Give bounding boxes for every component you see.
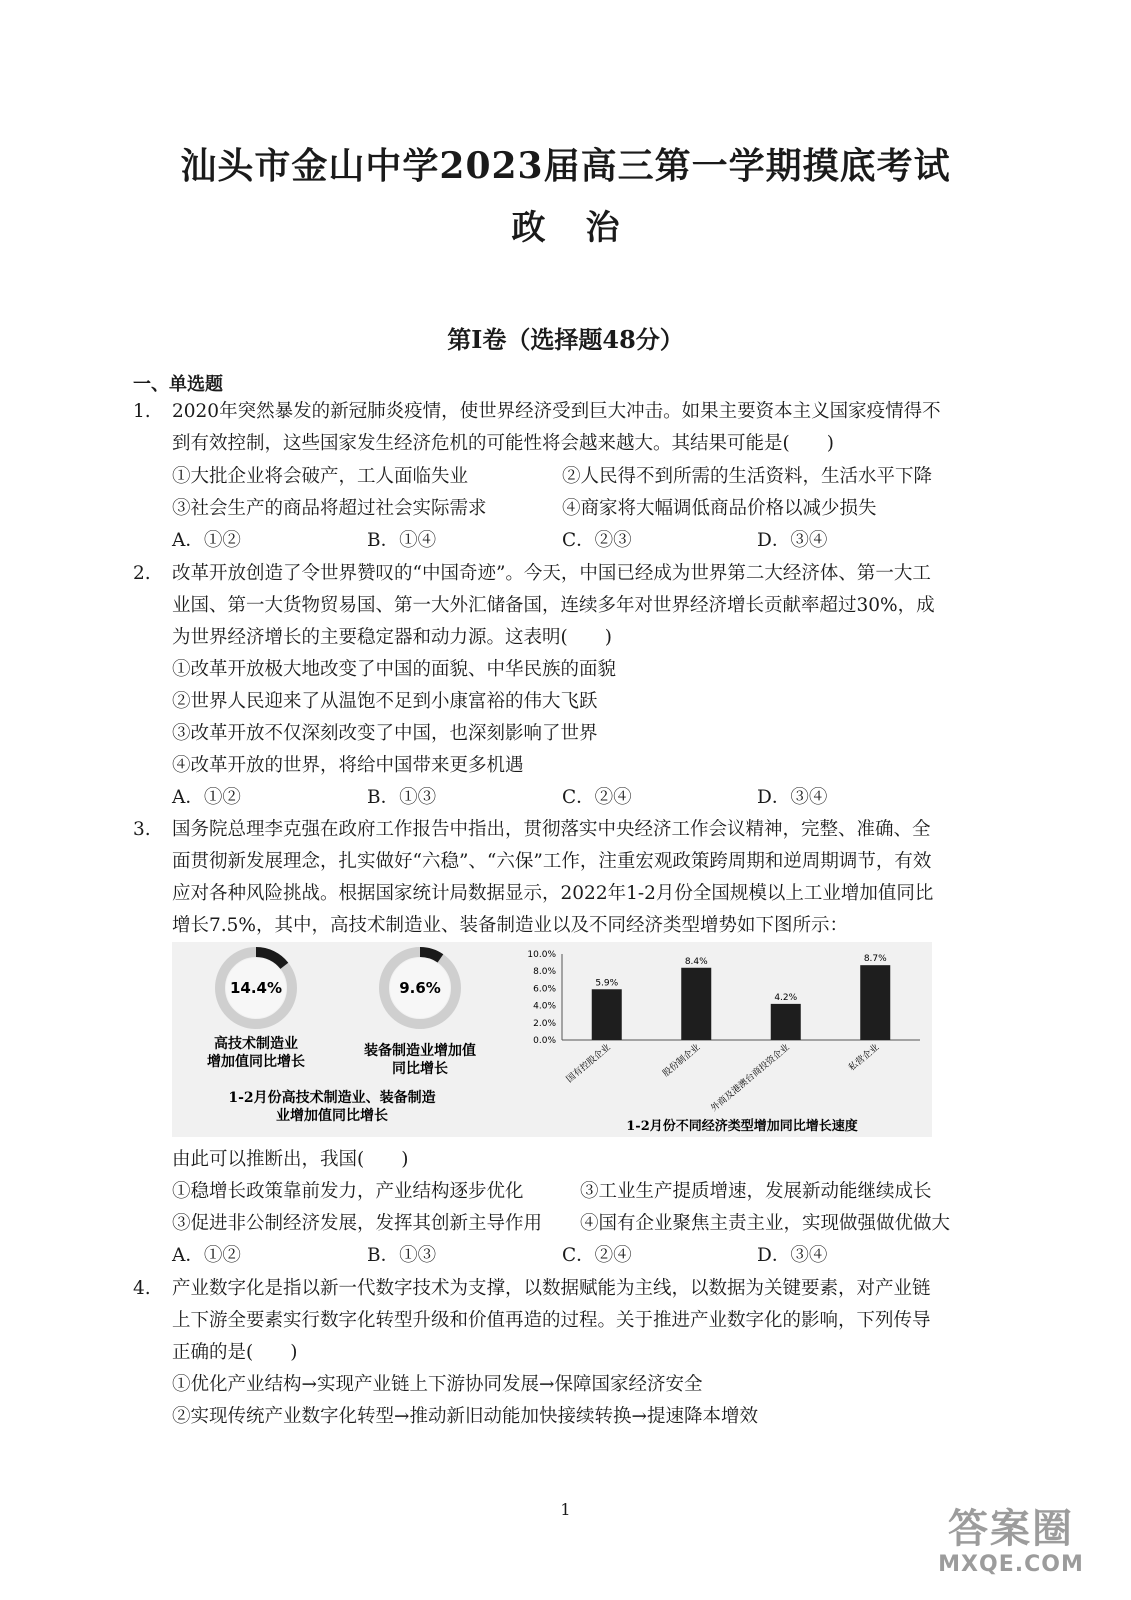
left-caption: 业增加值同比增长: [276, 1108, 388, 1124]
q2-stem-line: 为世界经济增长的主要稳定器和动力源。这表明( ): [172, 627, 612, 648]
q2-option: ④改革开放的世界，将给中国带来更多机遇: [172, 755, 524, 776]
y-tick-label: 2.0%: [533, 1018, 556, 1029]
donut-label: 增加值同比增长: [207, 1054, 305, 1070]
q3-stem-line: 面贯彻新发展理念，扎实做好“六稳”、“六保”工作，注重宏观政策跨周期和逆周期调节，有效: [172, 851, 932, 872]
donut-label: 同比增长: [392, 1061, 448, 1077]
exam-title: 汕头市金山中学2023届高三第一学期摸底考试: [180, 145, 951, 187]
q2-number: 2.: [133, 563, 151, 584]
bar-data-label: 5.9%: [595, 978, 619, 989]
y-tick-label: 4.0%: [533, 1001, 556, 1012]
q3-choice-b: B．①③: [367, 1245, 437, 1266]
q3-figure-svg: [172, 942, 932, 1137]
q2-choice-b: B．①③: [367, 787, 437, 808]
q3-figure: [172, 942, 932, 1137]
q3-stem-line: 国务院总理李克强在政府工作报告中指出，贯彻落实中央经济工作会议精神，完整、准确、全: [172, 819, 931, 840]
q2-stem-line: 改革开放创造了令世界赞叹的“中国奇迹”。今天，中国已经成为世界第二大经济体、第一大工: [172, 563, 931, 584]
q3-choice-c: C．②④: [562, 1245, 632, 1266]
q3-question-line: 由此可以推断出，我国( ): [172, 1149, 409, 1170]
y-tick-label: 8.0%: [533, 967, 556, 978]
bar: [860, 965, 890, 1040]
q4-stem-line: 上下游全要素实行数字化转型升级和价值再造的过程。关于推进产业数字化的影响，下列传导: [172, 1310, 931, 1331]
donut-label: 装备制造业增加值: [364, 1043, 476, 1059]
q1-option: ②人民得不到所需的生活资料，生活水平下降: [562, 466, 933, 487]
left-caption: 1-2月份高技术制造业、装备制造: [228, 1090, 436, 1106]
q2-choice-c: C．②④: [562, 787, 632, 808]
q1-option: ①大批企业将会破产，工人面临失业: [172, 466, 469, 487]
bar: [592, 989, 622, 1040]
watermark-logo: [931, 1506, 1091, 1586]
watermark-url: MXQE.COM: [938, 1552, 1084, 1577]
q1-option: ③社会生产的商品将超过社会实际需求: [172, 498, 487, 519]
y-tick-label: 0.0%: [533, 1036, 556, 1046]
bar: [681, 968, 711, 1040]
q3-option: ③工业生产提质增速，发展新动能继续成长: [580, 1181, 932, 1202]
subject-title: 政治: [511, 208, 660, 248]
q1-choice-a: A．①②: [172, 530, 241, 551]
q2-choice-d: D．③④: [757, 787, 828, 808]
page-number: 1: [560, 1500, 571, 1519]
donut-value: 14.4%: [229, 979, 283, 997]
q1-choice-b: B．①④: [367, 530, 437, 551]
bar-chart: [527, 950, 920, 1114]
q3-option: ①稳增长政策靠前发力，产业结构逐步优化: [172, 1181, 524, 1202]
q2-stem-line: 业国、第一大货物贸易国、第一大外汇储备国，连续多年对世界经济增长贡献率超过30%，成: [172, 595, 935, 616]
q2-option: ②世界人民迎来了从温饱不足到小康富裕的伟大飞跃: [172, 691, 598, 712]
q1-choice-d: D．③④: [757, 530, 828, 551]
y-tick-label: 10.0%: [527, 950, 556, 960]
q3-choice-d: D．③④: [757, 1245, 828, 1266]
q1-choice-c: C．②③: [562, 530, 632, 551]
chart-caption: 1-2月份不同经济类型增加同比增长速度: [626, 1119, 858, 1134]
watermark-text: 答案圈: [948, 1506, 1074, 1552]
donut-value: 9.6%: [399, 979, 441, 997]
q3-stem-line: 应对各种风险挑战。根据国家统计局数据显示，2022年1-2月份全国规模以上工业增加值同比: [172, 883, 934, 904]
q3-stem-line: 增长7.5%，其中，高技术制造业、装备制造业以及不同经济类型增势如下图所示：: [172, 915, 849, 936]
bar-data-label: 4.2%: [774, 992, 798, 1003]
category-label: 股份制企业: [661, 1042, 703, 1080]
q3-option: ③促进非公制经济发展，发挥其创新主导作用: [172, 1213, 543, 1234]
q1-option: ④商家将大幅调低商品价格以减少损失: [562, 498, 877, 519]
q3-number: 3.: [133, 819, 151, 840]
q2-option: ①改革开放极大地改变了中国的面貌、中华民族的面貌: [172, 659, 617, 680]
q2-choice-a: A．①②: [172, 787, 241, 808]
donut-high-tech: [207, 952, 305, 1070]
q3-choice-a: A．①②: [172, 1245, 241, 1266]
category-label: 外商及港澳台商投资企业: [709, 1042, 792, 1114]
q1-number: 1.: [133, 401, 151, 422]
q4-number: 4.: [133, 1278, 151, 1299]
q4-stem-line: 产业数字化是指以新一代数字技术为支撑，以数据赋能为主线，以数据为关键要素，对产业链: [172, 1278, 931, 1299]
category-label: 私营企业: [847, 1042, 882, 1074]
q1-stem-line: 到有效控制，这些国家发生经济危机的可能性将会越来越大。其结果可能是( ): [172, 433, 834, 454]
bar-data-label: 8.4%: [684, 956, 708, 967]
donut-equipment: [364, 952, 476, 1077]
section-heading: 一、单选题: [133, 374, 223, 395]
part-heading: 第Ⅰ卷（选择题48分）: [447, 325, 684, 354]
q3-option: ④国有企业聚焦主责主业，实现做强做优做大: [580, 1213, 951, 1234]
q2-option: ③改革开放不仅深刻改变了中国，也深刻影响了世界: [172, 723, 598, 744]
y-tick-label: 6.0%: [533, 984, 556, 995]
bar: [771, 1004, 801, 1040]
q1-stem-line: 2020年突然暴发的新冠肺炎疫情，使世界经济受到巨大冲击。如果主要资本主义国家疫情得不: [172, 401, 941, 422]
donut-label: 高技术制造业: [214, 1036, 298, 1052]
q4-option: ②实现传统产业数字化转型→推动新旧动能加快接续转换→提速降本增效: [172, 1406, 759, 1427]
category-label: 国有控股企业: [564, 1042, 613, 1086]
q4-option: ①优化产业结构→实现产业链上下游协同发展→保障国家经济安全: [172, 1374, 703, 1395]
q4-stem-line: 正确的是( ): [172, 1342, 298, 1363]
bar-data-label: 8.7%: [863, 954, 887, 965]
